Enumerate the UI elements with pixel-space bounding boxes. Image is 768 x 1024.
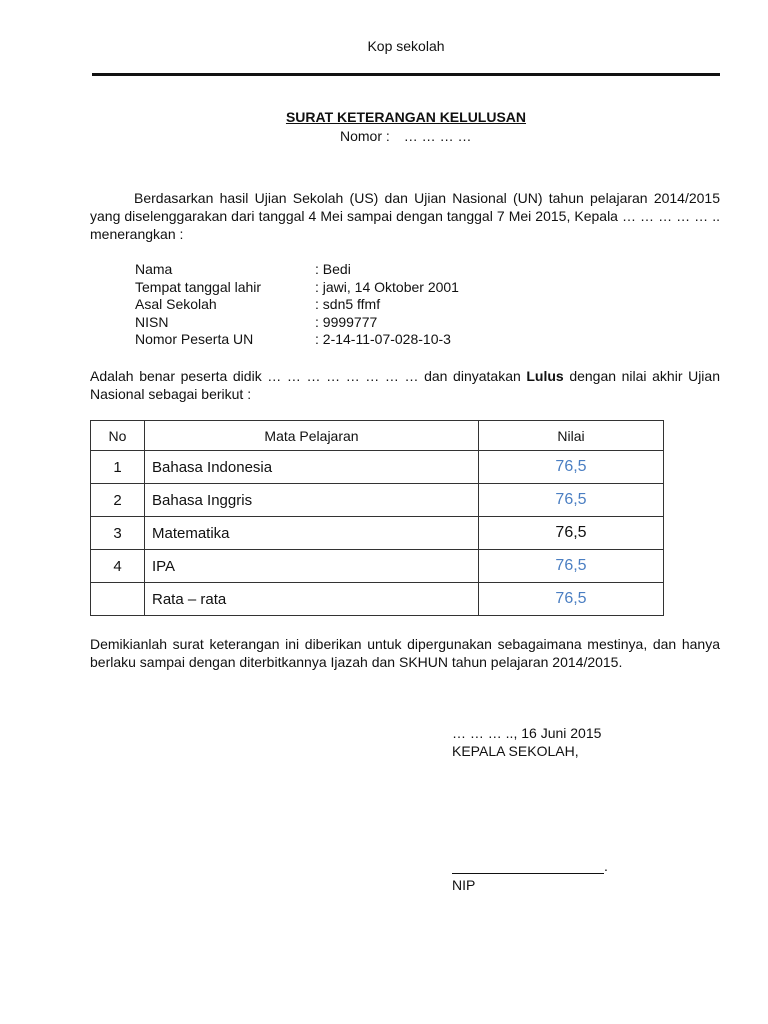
student-info <box>135 261 459 349</box>
student-row-school <box>135 296 459 314</box>
document-number-dots: … … … … <box>403 128 472 144</box>
row-no: 2 <box>91 484 145 517</box>
student-value: : Bedi <box>315 261 351 277</box>
row-no: 3 <box>91 517 145 550</box>
statement-text-end: dengan nilai akhir Ujian Nasional sebagai berikut : <box>90 368 720 402</box>
row-score: 76,5 <box>479 583 664 616</box>
header-subject: Mata Pelajaran <box>145 421 479 451</box>
student-value: : sdn5 ffmf <box>315 296 381 312</box>
intro-paragraph <box>90 189 720 243</box>
header-no: No <box>91 421 145 451</box>
letterhead-placeholder: Kop sekolah <box>367 38 445 54</box>
student-value: : 2-14-11-07-028-10-3 <box>315 331 451 347</box>
document-number <box>340 128 471 144</box>
student-label: Nama <box>135 261 173 277</box>
header-score: Nilai <box>479 421 664 451</box>
row-subject: Matematika <box>145 517 479 550</box>
signature-name-suffix: . <box>604 858 608 874</box>
row-no: 4 <box>91 550 145 583</box>
student-label: Tempat tanggal lahir <box>135 278 262 295</box>
student-row-birth <box>135 279 459 297</box>
document-title: SURAT KETERANGAN KELULUSAN <box>285 109 527 125</box>
row-score: 76,5 <box>479 451 664 484</box>
score-table <box>90 420 664 616</box>
nip-label: NIP <box>452 877 476 893</box>
row-score: 76,5 <box>479 484 664 517</box>
signatory-position: KEPALA SEKOLAH, <box>452 743 579 759</box>
signature-underline <box>452 859 604 874</box>
row-subject: Bahasa Indonesia <box>145 451 479 484</box>
statement-text: Adalah benar peserta didik … … … … … … … … dan dinyatakan <box>90 368 527 384</box>
row-no <box>91 583 145 616</box>
row-subject: IPA <box>145 550 479 583</box>
signature-name-line <box>452 858 608 874</box>
statement-paragraph <box>90 367 720 403</box>
student-value: : jawi, 14 Oktober 2001 <box>315 278 459 295</box>
document-number-label: Nomor : <box>340 128 390 144</box>
table-row <box>91 550 664 583</box>
student-value: : 9999777 <box>315 313 378 330</box>
closing-paragraph: Demikianlah surat keterangan ini diberikan untuk dipergunakan sebagaimana mestinya, dan hanya berlaku sampai dengan diterbitkannya Ijazah dan SKHUN tahun pelajaran 2014/2015. <box>90 636 720 670</box>
letterhead-divider <box>92 73 720 76</box>
place-date: … … … .., 16 Juni 2015 <box>452 725 602 741</box>
table-header-row <box>91 421 664 451</box>
student-row-exam-number <box>135 331 459 349</box>
table-row <box>91 517 664 550</box>
row-subject: Rata – rata <box>145 583 479 616</box>
student-row-nisn <box>135 314 459 332</box>
row-score: 76,5 <box>479 517 664 550</box>
pass-status: Lulus <box>526 368 564 384</box>
student-label: NISN <box>135 313 169 330</box>
table-row <box>91 451 664 484</box>
student-label: Asal Sekolah <box>135 296 217 312</box>
intro-text: Berdasarkan hasil Ujian Sekolah (US) dan Ujian Nasional (UN) tahun pelajaran 2014/2015 yang diselenggarakan dari tanggal 4 Mei sampai dengan tanggal 7 Mei 2015, Kepala … … … … … .. menerangkan : <box>90 190 720 242</box>
row-no: 1 <box>91 451 145 484</box>
row-score: 76,5 <box>479 550 664 583</box>
row-subject: Bahasa Inggris <box>145 484 479 517</box>
signature-block <box>452 724 601 760</box>
table-row <box>91 484 664 517</box>
table-row-average <box>91 583 664 616</box>
student-label: Nomor Peserta UN <box>135 331 254 347</box>
student-row-name <box>135 261 459 279</box>
